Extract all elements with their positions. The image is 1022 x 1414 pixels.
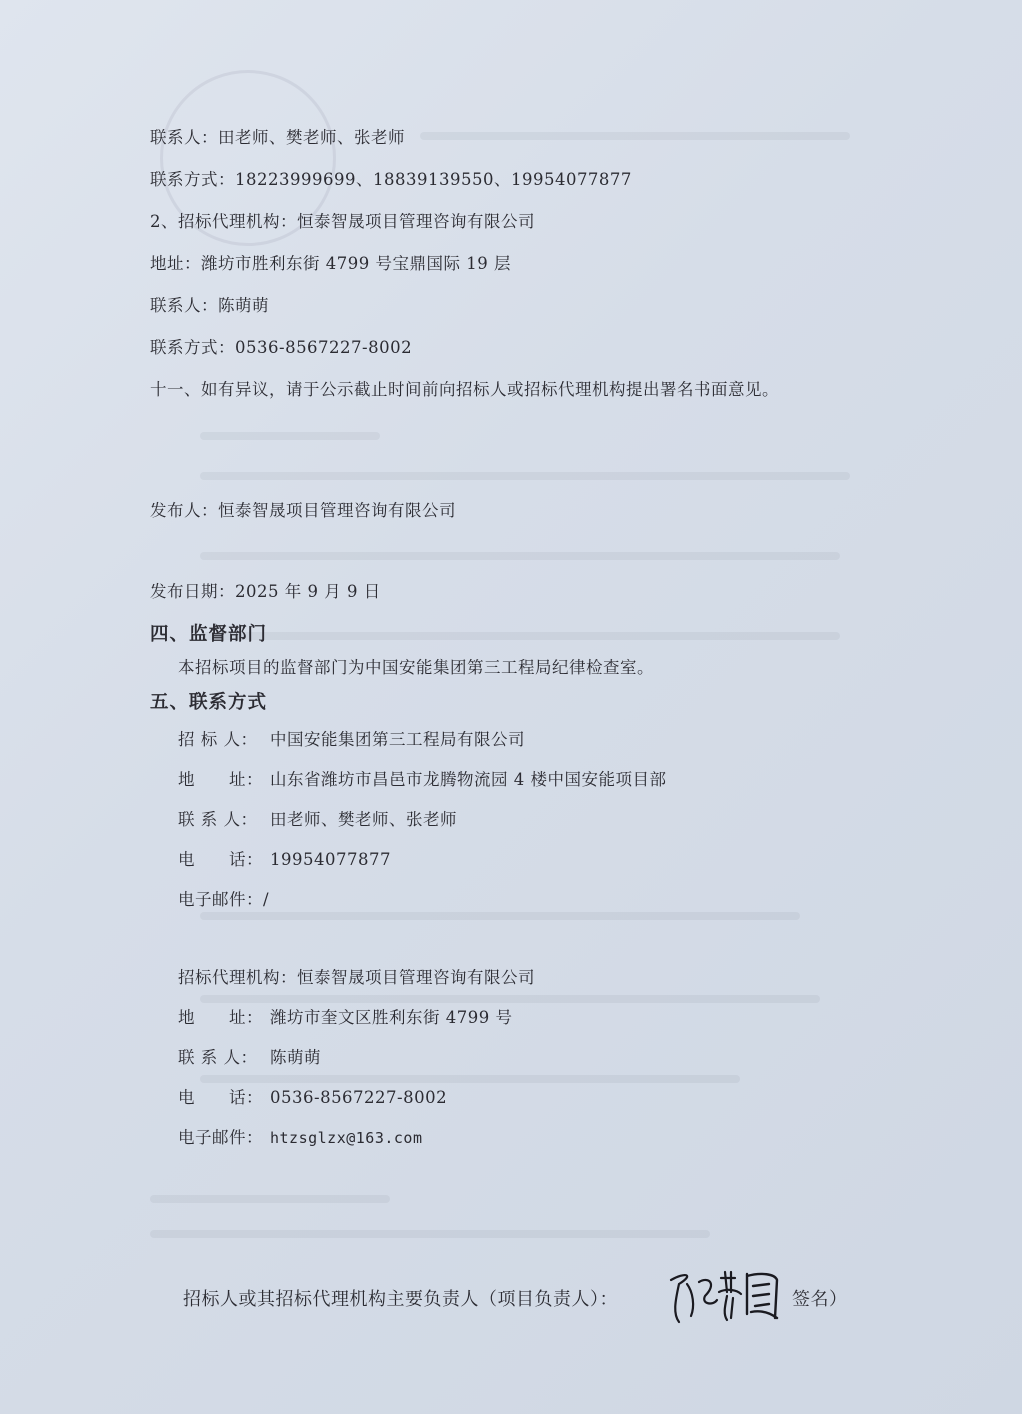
tenderer-name-row [178, 726, 525, 750]
signature-label: 招标人或其招标代理机构主要负责人（项目负责人）： [183, 1289, 618, 1310]
field-label: 联 系 人： [178, 810, 258, 829]
agency-phone-line: 联系方式：0536-8567227-8002 [150, 338, 413, 357]
bleed-through-line [150, 1195, 390, 1203]
field-label: 联 系 人： [178, 1048, 258, 1067]
bleed-through-line [200, 912, 800, 920]
field-value: 山东省潍坊市昌邑市龙腾物流园 4 楼中国安能项目部 [270, 770, 667, 789]
section-heading-supervision: 四、监督部门 [150, 624, 268, 645]
field-value: / [263, 890, 270, 909]
supervision-text: 本招标项目的监督部门为中国安能集团第三工程局纪律检查室。 [178, 658, 654, 677]
tenderer-phone-row [178, 846, 391, 870]
agency-contact-row [178, 1044, 321, 1068]
bleed-through-line [200, 472, 850, 480]
bleed-through-line [420, 132, 850, 140]
field-label: 地 址： [178, 1008, 263, 1027]
field-label: 电子邮件： [178, 1128, 263, 1147]
field-value: 恒泰智晟项目管理咨询有限公司 [297, 968, 535, 987]
field-value: htzsglzx@163.com [270, 1129, 423, 1147]
agency-contact-line: 联系人：陈萌萌 [150, 296, 269, 315]
publish-date-line: 发布日期：2025 年 9 月 9 日 [150, 582, 381, 601]
field-label: 招 标 人： [178, 730, 258, 749]
publisher-line: 发布人：恒泰智晟项目管理咨询有限公司 [150, 501, 456, 520]
handwritten-signature [665, 1262, 795, 1332]
agency-email-row [178, 1124, 423, 1148]
objection-clause: 十一、如有异议，请于公示截止时间前向招标人或招标代理机构提出署名书面意见。 [150, 380, 779, 399]
field-label: 招标代理机构： [178, 968, 297, 987]
contact-person-line: 联系人：田老师、樊老师、张老师 [150, 128, 405, 147]
bleed-through-line [200, 1075, 740, 1083]
field-label: 电 话： [178, 1088, 263, 1107]
field-value: 潍坊市奎文区胜利东街 4799 号 [270, 1008, 513, 1027]
field-label: 地 址： [178, 770, 263, 789]
field-value: 中国安能集团第三工程局有限公司 [270, 730, 525, 749]
section-heading-contact: 五、联系方式 [150, 692, 268, 713]
tenderer-address-row [178, 766, 667, 790]
field-label: 电子邮件： [178, 890, 263, 909]
field-value: 19954077877 [270, 850, 391, 869]
bleed-through-line [200, 552, 840, 560]
tenderer-email-row [178, 886, 269, 910]
bleed-through-line [200, 432, 380, 440]
tenderer-contact-row [178, 806, 457, 830]
contact-phone-line: 联系方式：18223999699、18839139550、19954077877 [150, 170, 632, 189]
agency-address-row [178, 1004, 512, 1028]
agency-address-line: 地址：潍坊市胜利东街 4799 号宝鼎国际 19 层 [150, 254, 511, 273]
field-value: 0536-8567227-8002 [270, 1088, 448, 1107]
agency-phone-row [178, 1084, 447, 1108]
agency-name-row [178, 964, 535, 988]
signature-suffix: 签名） [792, 1289, 848, 1310]
agency-line: 2、招标代理机构：恒泰智晟项目管理咨询有限公司 [150, 212, 535, 231]
field-label: 电 话： [178, 850, 263, 869]
field-value: 田老师、樊老师、张老师 [270, 810, 457, 829]
bleed-through-line [200, 632, 840, 640]
bleed-through-line [150, 1230, 710, 1238]
field-value: 陈萌萌 [270, 1048, 321, 1067]
bleed-through-line [200, 995, 820, 1003]
